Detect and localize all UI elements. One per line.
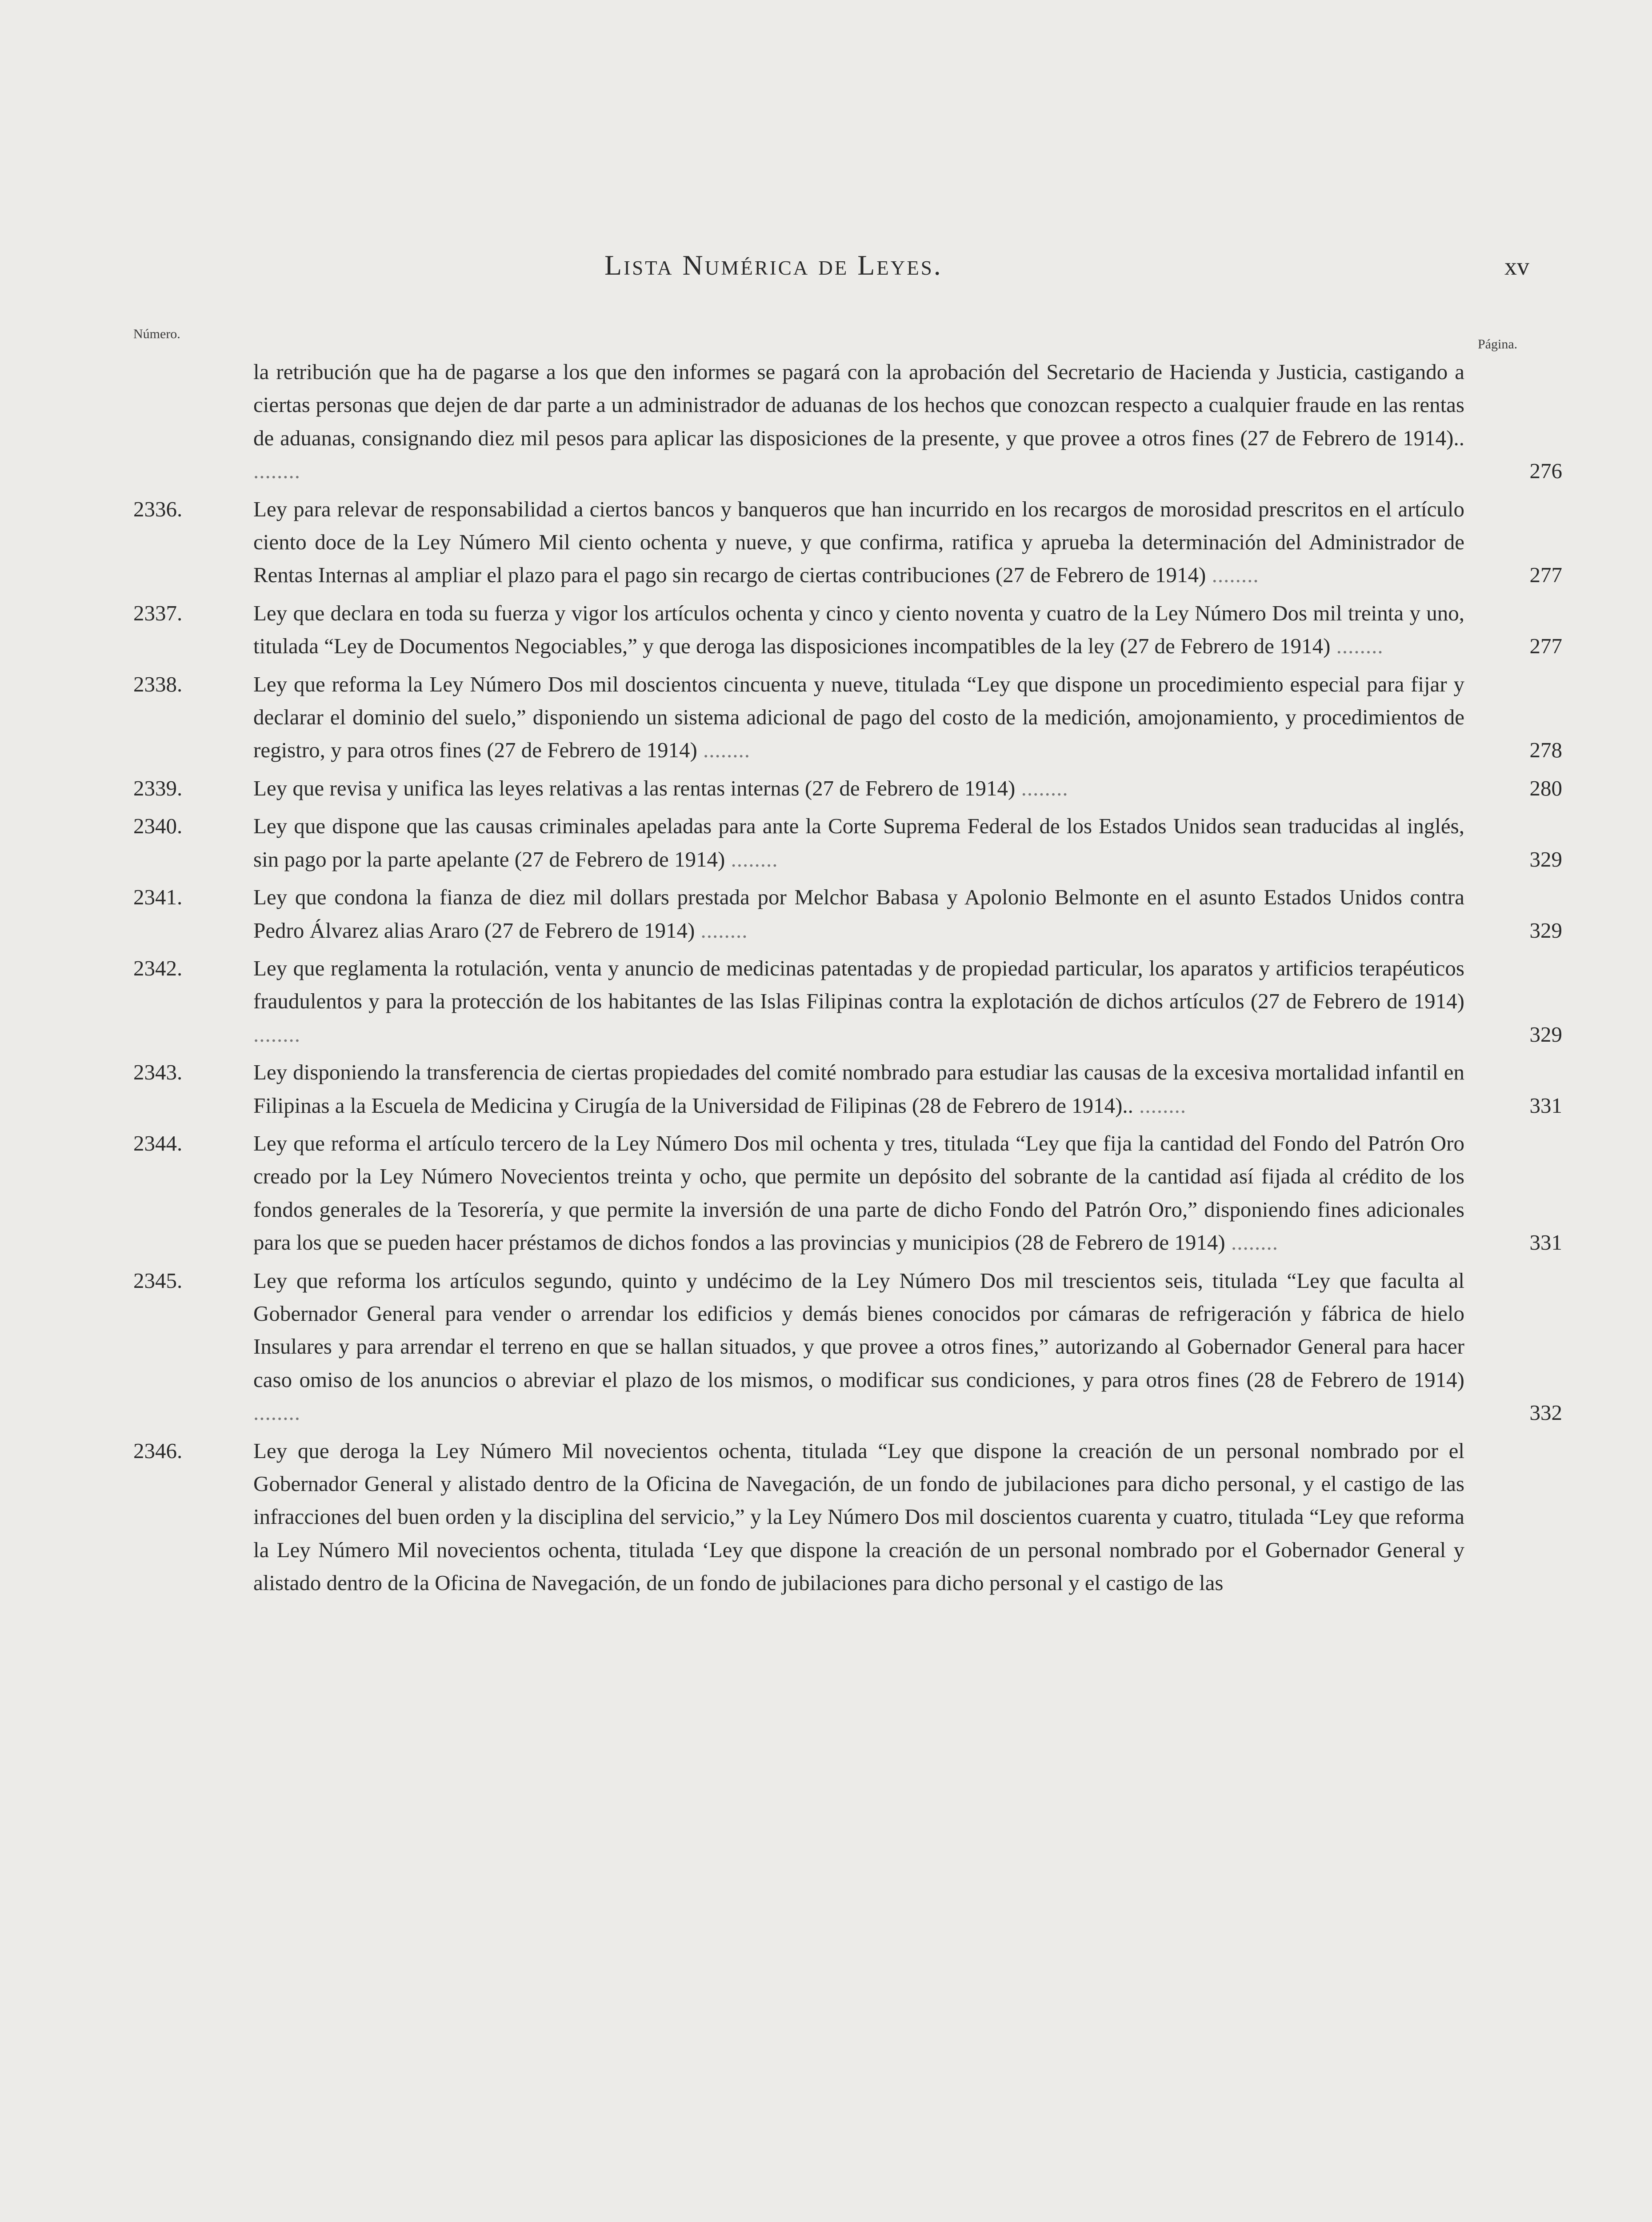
- law-entry: [133, 493, 1562, 592]
- law-page-number: 331: [1529, 1230, 1562, 1255]
- law-number: 2337.: [133, 600, 183, 625]
- law-description: [253, 952, 1464, 1051]
- law-entry: [133, 1127, 1562, 1259]
- law-number: 2336.: [133, 496, 183, 521]
- law-text: Ley que revisa y unifica las leyes relativas a las rentas internas (27 de Febrero de 1914): [253, 775, 1016, 800]
- law-number: 2344.: [133, 1131, 183, 1155]
- law-entry: [133, 881, 1562, 947]
- law-description: [253, 1127, 1464, 1259]
- column-label-page: Página.: [1478, 337, 1518, 352]
- law-page-number: 278: [1529, 738, 1562, 763]
- dot-leader: ........: [695, 918, 748, 943]
- dot-leader: ........: [697, 738, 751, 763]
- dot-leader: ........: [1330, 634, 1384, 659]
- law-text: Ley que reglamenta la rotulación, venta y anuncio de medicinas patentadas y de propiedad particular, los aparatos y artificios terapéuticos fraudulentos y para la protección de los habitantes de las Islas Filipinas contra la explotación de dichos artículos (27 de Febrero de 1914): [253, 955, 1464, 1014]
- law-page-number: 277: [1529, 563, 1562, 587]
- page-header: [0, 249, 1652, 298]
- law-text: la retribución que ha de pagarse a los que den informes se pagará con la aprobación del Secretario de Hacienda y Justicia, castigando a ciertas personas que dejen de dar parte a un administrador de aduanas de los hechos que conozcan respecto a cualquier fraude en las rentas de aduanas, consignando diez mil pesos para aplicar las disposiciones de la presente, y que provee a otros fines (27 de Febrero de 1914)..: [253, 360, 1464, 450]
- law-number: 2343.: [133, 1060, 183, 1085]
- law-description: [253, 597, 1464, 663]
- law-text: Ley que declara en toda su fuerza y vigor los artículos ochenta y cinco y ciento noventa y cuatro de la Ley Número Dos mil treinta y uno, titulada “Ley de Documentos Negociables,” y que deroga las disposiciones incompatibles de la ley (27 de Febrero de 1914): [253, 600, 1464, 659]
- law-page-number: 331: [1529, 1093, 1562, 1118]
- law-number: 2346.: [133, 1438, 183, 1463]
- law-entry: [133, 1264, 1562, 1430]
- dot-leader: ........: [1015, 775, 1068, 800]
- law-description: [253, 356, 1464, 488]
- law-list: [133, 356, 1562, 1605]
- law-number: 2345.: [133, 1268, 183, 1293]
- page-title: Lista Numérica de Leyes.: [604, 249, 943, 281]
- law-page-number: 276: [1529, 459, 1562, 484]
- law-entry: [133, 952, 1562, 1051]
- law-page-number: 329: [1529, 918, 1562, 943]
- law-description: [253, 772, 1464, 805]
- law-number: 2339.: [133, 775, 183, 800]
- law-text: Ley disponiendo la transferencia de ciertas propiedades del comité nombrado para estudiar las causas de la excesiva mortalidad infantil en Filipinas a la Escuela de Medicina y Cirugía de la Universidad de Filipinas (28 de Febrero de 1914)..: [253, 1060, 1464, 1118]
- law-number: 2342.: [133, 955, 183, 980]
- law-page-number: 280: [1529, 775, 1562, 800]
- law-page-number: 277: [1529, 634, 1562, 659]
- dot-leader: ........: [1225, 1230, 1278, 1255]
- law-description: [253, 1264, 1464, 1430]
- law-number: 2340.: [133, 814, 183, 839]
- law-description: [253, 881, 1464, 947]
- law-entry: [133, 1435, 1562, 1600]
- law-page-number: 332: [1529, 1400, 1562, 1425]
- law-entry: [133, 668, 1562, 767]
- law-entry: [133, 597, 1562, 663]
- law-description: [253, 1435, 1464, 1600]
- law-entry: [133, 356, 1562, 488]
- law-page-number: 329: [1529, 1022, 1562, 1047]
- law-text: Ley que reforma los artículos segundo, quinto y undécimo de la Ley Número Dos mil trescientos seis, titulada “Ley que faculta al Gobernador General para vender o arrendar los edificios y demás bienes conocidos por cámaras de refrigeración y fábrica de hielo Insulares y para arrendar el terreno en que se hallan situados, y que provee a otros fines,” autorizando al Gobernador General para hacer caso omiso de los anuncios o abreviar el plazo de los mismos, o modificar sus condiciones, y para otros fines (28 de Febrero de 1914): [253, 1268, 1464, 1392]
- law-text: Ley que reforma la Ley Número Dos mil doscientos cincuenta y nueve, titulada “Ley que dispone un procedimiento especial para fijar y declarar el dominio del suelo,” disponiendo un sistema adicional de pago del costo de la medición, amojonamiento, y procedimientos de registro, y para otros fines (27 de Febrero de 1914): [253, 671, 1464, 763]
- law-description: [253, 493, 1464, 592]
- dot-leader: ........: [1206, 563, 1259, 587]
- page-number: xv: [1504, 253, 1529, 280]
- law-text: Ley que reforma el artículo tercero de la Ley Número Dos mil ochenta y tres, titulada “Ley que fija la cantidad del Fondo del Patrón Oro creado por la Ley Número Novecientos treinta y ocho, que permite un depósito del sobrante de la cantidad así fijada al crédito de los fondos generales de la Tesorería, y que permite la inversión de una parte de dicho Fondo del Patrón Oro,” disponiendo fines adicionales para los que se pueden hacer préstamos de dichos fondos a las provincias y municipios (28 de Febrero de 1914): [253, 1131, 1464, 1255]
- law-entry: [133, 772, 1562, 805]
- law-text: Ley para relevar de responsabilidad a ciertos bancos y banqueros que han incurrido en los recargos de morosidad prescritos en el artículo ciento doce de la Ley Número Mil ciento ochenta y nueve, y que confirma, ratifica y aprueba la determinación del Administrador de Rentas Internas al ampliar el plazo para el pago sin recargo de ciertas contribuciones (27 de Febrero de 1914): [253, 496, 1464, 587]
- law-entry: [133, 810, 1562, 876]
- law-description: [253, 668, 1464, 767]
- law-entry: [133, 1056, 1562, 1122]
- law-number: 2338.: [133, 671, 183, 696]
- law-description: [253, 810, 1464, 876]
- law-description: [253, 1056, 1464, 1122]
- law-number: 2341.: [133, 885, 183, 910]
- dot-leader: ........: [253, 459, 300, 484]
- law-text: Ley que deroga la Ley Número Mil novecientos ochenta, titulada “Ley que dispone la creación de un personal nombrado por el Gobernador General y alistado dentro de la Oficina de Navegación, de un fondo de jubilaciones para dicho personal, y el castigo de las infracciones del buen orden y la disciplina del servicio,” y la Ley Número Dos mil doscientos cuarenta y cuatro, titulada “Ley que reforma la Ley Número Mil novecientos ochenta, titulada ‘Ley que dispone la creación de un personal nombrado por el Gobernador General y alistado dentro de la Oficina de Navegación, de un fondo de jubilaciones para dicho personal y el castigo de las: [253, 1438, 1464, 1595]
- dot-leader: ........: [253, 1022, 300, 1047]
- dot-leader: ........: [253, 1400, 300, 1425]
- column-label-number: Número.: [133, 327, 180, 341]
- dot-leader: ........: [1133, 1093, 1187, 1118]
- law-text: Ley que dispone que las causas criminales apeladas para ante la Corte Suprema Federal de los Estados Unidos sean traducidas al inglés, sin pago por la parte apelante (27 de Febrero de 1914): [253, 814, 1464, 871]
- dot-leader: ........: [725, 847, 778, 871]
- law-page-number: 329: [1529, 847, 1562, 871]
- law-text: Ley que condona la fianza de diez mil dollars prestada por Melchor Babasa y Apolonio Belmonte en el asunto Estados Unidos contra Pedro Álvarez alias Araro (27 de Febrero de 1914): [253, 885, 1464, 943]
